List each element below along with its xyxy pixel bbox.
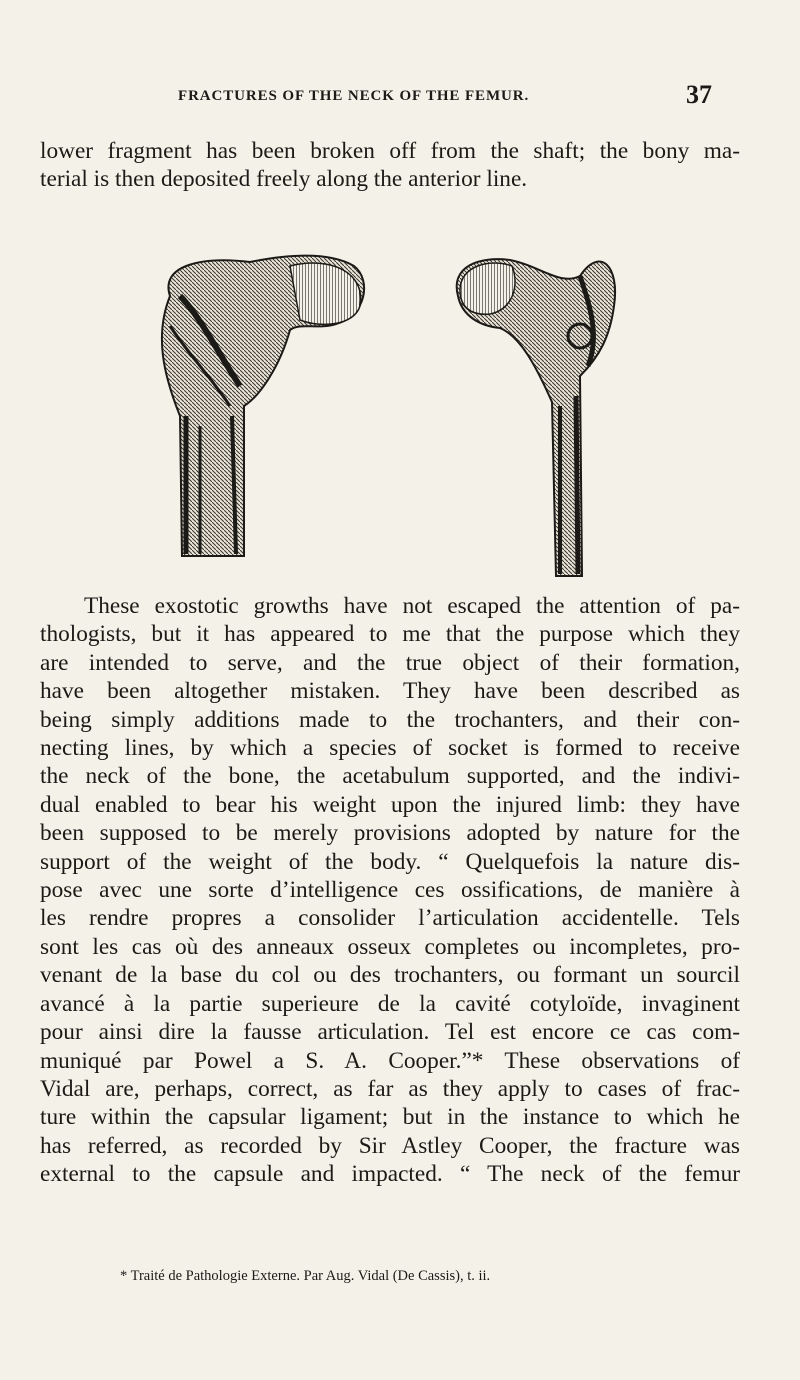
body-paragraph [40,592,740,1189]
text-line: being simply additions made to the trochanters, and their con- [40,706,740,733]
text-line: external to the capsule and impacted. “ The neck of the femur [40,1161,740,1188]
text-line: have been altogether mistaken. They have been described as [40,678,740,705]
text-line: thologists, but it has appeared to me that the purpose which they [40,621,740,648]
text-line: lower fragment has been broken off from the shaft; the bony ma- [40,138,740,164]
running-head: FRACTURES OF THE NECK OF THE FEMUR. [178,88,530,104]
femur-illustration-left [162,256,364,556]
femur-figure [140,226,660,580]
text-line: pose avec une sorte d’intelligence ces ossifications, de manière à [40,877,740,904]
text-line: are intended to serve, and the true object of their formation, [40,649,740,676]
text-line: avancé à la partie superieure de la cavité cotyloïde, invaginent [40,990,740,1017]
text-line: ture within the capsular ligament; but in the instance to which he [40,1104,740,1131]
text-line: Vidal are, perhaps, correct, as far as they apply to cases of frac- [40,1075,740,1102]
text-line: sont les cas où des anneaux osseux completes ou incompletes, pro- [40,933,740,960]
text-line: dual enabled to bear his weight upon the injured limb: they have [40,791,740,818]
text-line: les rendre propres a consolider l’articulation accidentelle. Tels [40,905,740,932]
text-line: terial is then deposited freely along the anterior line. [40,166,528,193]
femur-illustration-right [457,259,615,576]
text-line: muniqué par Powel a S. A. Cooper.”* These observations of [40,1047,740,1074]
text-line: support of the weight of the body. “ Quelquefois la nature dis- [40,848,740,875]
footnote: * Traité de Pathologie Externe. Par Aug. Vidal (De Cassis), t. ii. [120,1268,491,1284]
femur-illustration [140,226,660,580]
text-line: been supposed to be merely provisions adopted by nature for the [40,820,740,847]
page-number: 37 [686,80,712,109]
text-line: These exostotic growths have not escaped the attention of pa- [84,593,740,619]
intro-paragraph [40,137,740,194]
text-line: pour ainsi dire la fausse articulation. Tel est encore ce cas com- [40,1019,740,1046]
text-line: has referred, as recorded by Sir Astley Cooper, the fracture was [40,1132,740,1159]
text-line: the neck of the bone, the acetabulum supported, and the indivi- [40,763,740,790]
text-line: venant de la base du col ou des trochanters, ou formant un sourcil [40,962,740,989]
text-line: necting lines, by which a species of socket is formed to receive [40,735,740,762]
